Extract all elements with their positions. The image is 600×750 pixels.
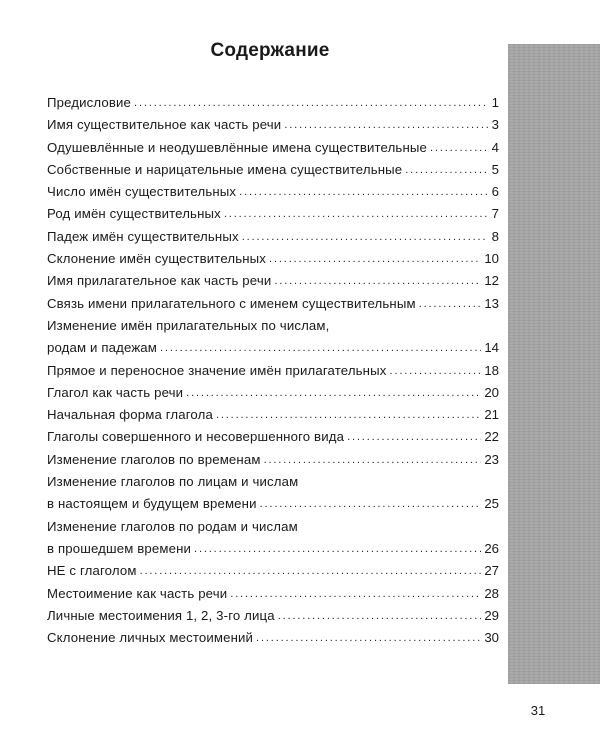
toc-entry <box>47 360 499 382</box>
toc-entry <box>47 382 499 404</box>
toc-entry-title: Собственные и нарицательные имена существительные <box>47 161 403 177</box>
toc-entry-title: Изменение имён прилагательных по числам, <box>47 317 330 333</box>
toc-entry-title: Род имён существительных <box>47 206 221 222</box>
toc-entry-page: 8 <box>491 228 499 244</box>
toc-dot-leader <box>405 158 488 181</box>
toc-entry-title: в прошедшем времени <box>47 540 192 556</box>
toc-entry <box>47 404 499 426</box>
toc-entry-page: 25 <box>484 496 499 512</box>
toc-entry-title: Глаголы совершенного и несовершенного вида <box>47 429 345 445</box>
toc-dot-leader <box>278 604 482 627</box>
toc-entry-page: 5 <box>491 161 499 177</box>
toc-entry <box>47 315 499 337</box>
toc-entry <box>47 137 499 159</box>
toc-entry-title: Связь имени прилагательного с именем существительным <box>47 295 416 311</box>
toc-entry <box>47 92 499 114</box>
toc-dot-leader <box>194 537 481 560</box>
toc-entry <box>47 226 499 248</box>
toc-dot-leader <box>134 91 488 114</box>
toc-entry <box>47 203 499 225</box>
toc-dot-leader <box>347 425 481 448</box>
toc-dot-leader <box>239 180 488 203</box>
toc-entry-title: Склонение личных местоимений <box>47 630 254 646</box>
toc-entry-title: Глагол как часть речи <box>47 384 184 400</box>
page-edge-strip <box>508 44 600 684</box>
toc-entry-page: 13 <box>484 295 499 311</box>
toc-entry-title: Изменение глаголов по лицам и числам <box>47 474 299 490</box>
toc-entry-page: 10 <box>484 251 499 267</box>
toc-entry-page: 29 <box>484 607 499 623</box>
toc-dot-leader <box>256 626 481 649</box>
page-title: Содержание <box>210 40 330 61</box>
toc-entry-page: 7 <box>491 206 499 222</box>
toc-entry-title: Имя прилагательное как часть речи <box>47 273 272 289</box>
toc-dot-leader <box>260 492 482 515</box>
toc-entry-page: 27 <box>484 563 499 579</box>
toc-entry <box>47 293 499 315</box>
toc-entry <box>47 159 499 181</box>
toc-entry-title: Одушевлённые и неодушевлённые имена существительные <box>47 139 427 155</box>
toc-entry-page: 6 <box>491 184 499 200</box>
toc-dot-leader <box>284 113 488 136</box>
toc-entry <box>47 493 499 515</box>
toc-dot-leader <box>390 359 482 382</box>
toc-dot-leader <box>269 247 481 270</box>
toc-dot-leader <box>419 292 482 315</box>
toc-entry <box>47 248 499 270</box>
toc-dot-leader <box>230 582 481 605</box>
toc-entry <box>47 583 499 605</box>
toc-entry-page: 30 <box>484 630 499 646</box>
toc-entry-page: 14 <box>484 340 499 356</box>
toc-entry <box>47 516 499 538</box>
toc-entry-title: Имя существительное как часть речи <box>47 117 282 133</box>
toc-dot-leader <box>242 225 488 248</box>
toc-entry-title: Местоимение как часть речи <box>47 585 228 601</box>
toc-entry <box>47 426 499 448</box>
toc-entry-title: Прямое и переносное значение имён прилагательных <box>47 362 387 378</box>
toc-entry-page: 20 <box>484 384 499 400</box>
toc-entry-title: Начальная форма глагола <box>47 407 213 423</box>
toc-dot-leader <box>224 202 488 225</box>
toc-entry-title: в настоящем и будущем времени <box>47 496 257 512</box>
toc-dot-leader <box>274 269 481 292</box>
toc-entry-title: НЕ с глаголом <box>47 563 137 579</box>
toc-entry-title: Число имён существительных <box>47 184 237 200</box>
toc-entry <box>47 337 499 359</box>
toc-entry-page: 28 <box>484 585 499 601</box>
toc-dot-leader <box>264 448 482 471</box>
toc-entry-title: Предисловие <box>47 95 132 110</box>
toc-entry <box>47 181 499 203</box>
toc-entry-page: 18 <box>484 362 499 378</box>
toc-entry <box>47 114 499 136</box>
toc-entry <box>47 449 499 471</box>
toc-dot-leader <box>216 403 481 426</box>
toc-dot-leader <box>186 381 481 404</box>
toc-entry <box>47 627 499 649</box>
toc-entry-page: 26 <box>484 540 499 556</box>
toc-dot-leader <box>140 559 482 582</box>
toc-dot-leader <box>160 336 481 359</box>
toc-dot-leader <box>430 136 488 159</box>
toc-entry-title: Личные местоимения 1, 2, 3-го лица <box>47 607 275 623</box>
toc-entry-page: 1 <box>491 95 499 110</box>
toc-entry-page: 21 <box>484 407 499 423</box>
table-of-contents <box>47 92 499 649</box>
toc-entry <box>47 605 499 627</box>
toc-entry-title: Изменение глаголов по родам и числам <box>47 518 298 534</box>
toc-entry-page: 22 <box>484 429 499 445</box>
toc-entry-title: Изменение глаголов по временам <box>47 451 261 467</box>
toc-entry-title: Падеж имён существительных <box>47 228 239 244</box>
toc-entry-page: 12 <box>484 273 499 289</box>
toc-entry-title: родам и падежам <box>47 340 157 356</box>
toc-entry-page: 23 <box>484 451 499 467</box>
toc-entry-title: Склонение имён существительных <box>47 251 267 267</box>
toc-entry-page: 4 <box>491 139 499 155</box>
toc-entry <box>47 270 499 292</box>
toc-entry <box>47 538 499 560</box>
toc-entry-page: 3 <box>491 117 499 133</box>
toc-entry <box>47 471 499 493</box>
page-number: 31 <box>530 703 546 718</box>
toc-entry <box>47 560 499 582</box>
